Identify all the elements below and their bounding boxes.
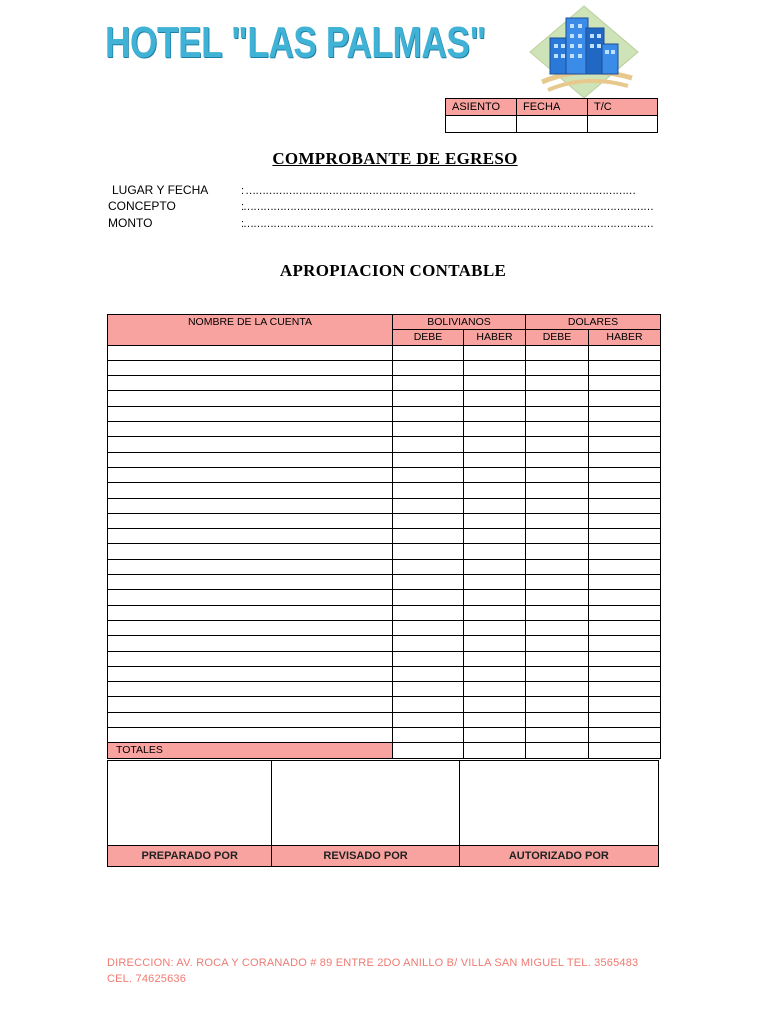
table-cell xyxy=(108,437,393,452)
table-cell xyxy=(464,605,526,620)
table-cell xyxy=(526,575,589,590)
table-cell xyxy=(589,483,661,498)
table-cell xyxy=(526,452,589,467)
table-cell xyxy=(393,682,464,697)
table-cell xyxy=(393,360,464,375)
hotel-name: HOTEL "LAS PALMAS" xyxy=(105,18,486,67)
fecha-header: FECHA xyxy=(517,99,588,116)
field-value: : ……………………………………………………………………………………………………… xyxy=(241,185,636,197)
preparado-label: PREPARADO POR xyxy=(108,846,272,867)
field-label: MONTO xyxy=(108,216,153,230)
table-cell xyxy=(589,651,661,666)
footer-cell: CEL. 74625636 xyxy=(107,973,187,985)
table-cell xyxy=(108,406,393,421)
totals-cell xyxy=(589,743,661,758)
table-cell xyxy=(393,605,464,620)
field-label: LUGAR Y FECHA xyxy=(112,183,209,197)
totals-label: TOTALES xyxy=(108,743,393,758)
table-row xyxy=(108,544,661,559)
table-cell xyxy=(464,636,526,651)
table-row xyxy=(108,682,661,697)
preparado-signature-area xyxy=(108,761,272,846)
table-row xyxy=(108,376,661,391)
table-cell xyxy=(526,437,589,452)
table-cell xyxy=(108,697,393,712)
table-cell xyxy=(589,666,661,681)
table-row xyxy=(108,697,661,712)
table-cell xyxy=(589,590,661,605)
table-cell xyxy=(393,666,464,681)
asiento-header: ASIENTO xyxy=(446,99,517,116)
table-cell xyxy=(393,406,464,421)
field-label: CONCEPTO xyxy=(108,199,176,213)
table-cell xyxy=(464,513,526,528)
table-cell xyxy=(393,513,464,528)
table-cell xyxy=(464,483,526,498)
table-cell xyxy=(526,636,589,651)
table-row xyxy=(108,605,661,620)
table-cell xyxy=(526,590,589,605)
table-cell xyxy=(589,697,661,712)
table-cell xyxy=(526,467,589,482)
table-cell xyxy=(108,636,393,651)
totals-cell xyxy=(526,743,589,758)
revisado-signature-area xyxy=(272,761,459,846)
field-monto xyxy=(108,216,656,230)
table-cell xyxy=(108,452,393,467)
table-cell xyxy=(108,498,393,513)
table-cell xyxy=(108,590,393,605)
footer-address: DIRECCION: AV. ROCA Y CORANADO # 89 ENTRE 2DO ANILLO B/ VILLA SAN MIGUEL TEL. 3565483 xyxy=(107,957,639,969)
table-row xyxy=(108,467,661,482)
table-cell xyxy=(464,728,526,743)
table-cell xyxy=(393,483,464,498)
table-cell xyxy=(589,620,661,635)
table-cell xyxy=(526,620,589,635)
table-cell xyxy=(108,682,393,697)
table-cell xyxy=(464,360,526,375)
table-cell xyxy=(526,483,589,498)
table-cell xyxy=(526,498,589,513)
table-cell xyxy=(589,452,661,467)
haber-bs-header: HABER xyxy=(464,330,526,345)
table-cell xyxy=(393,559,464,574)
table-cell xyxy=(464,498,526,513)
table-cell xyxy=(393,376,464,391)
field-concepto xyxy=(108,199,656,213)
table-cell xyxy=(393,620,464,635)
table-cell xyxy=(526,697,589,712)
table-cell xyxy=(393,529,464,544)
table-row xyxy=(108,651,661,666)
field-lugar-fecha xyxy=(108,183,656,197)
table-row xyxy=(108,360,661,375)
table-cell xyxy=(393,467,464,482)
table-row xyxy=(108,422,661,437)
table-cell xyxy=(108,575,393,590)
entry-info-table xyxy=(445,98,658,133)
table-cell xyxy=(108,605,393,620)
table-cell xyxy=(526,360,589,375)
table-cell xyxy=(464,391,526,406)
table-cell xyxy=(526,391,589,406)
table-cell xyxy=(108,467,393,482)
table-cell xyxy=(589,712,661,727)
table-row xyxy=(108,712,661,727)
table-cell xyxy=(464,682,526,697)
table-cell xyxy=(393,590,464,605)
table-cell xyxy=(393,345,464,360)
table-cell xyxy=(108,666,393,681)
table-row xyxy=(108,728,661,743)
tc-header: T/C xyxy=(588,99,658,116)
table-cell xyxy=(108,728,393,743)
table-row xyxy=(108,620,661,635)
table-row xyxy=(108,391,661,406)
table-cell xyxy=(589,605,661,620)
table-cell xyxy=(589,422,661,437)
table-row xyxy=(108,452,661,467)
table-cell xyxy=(589,575,661,590)
table-cell xyxy=(393,575,464,590)
footer xyxy=(107,955,667,987)
table-cell xyxy=(526,345,589,360)
field-value: :…………………………………………………………………………………………………………… xyxy=(241,218,654,230)
table-row xyxy=(108,483,661,498)
table-cell xyxy=(464,590,526,605)
table-row xyxy=(108,590,661,605)
table-cell xyxy=(393,697,464,712)
table-cell xyxy=(464,544,526,559)
table-cell xyxy=(464,529,526,544)
table-cell xyxy=(526,513,589,528)
table-cell xyxy=(108,483,393,498)
table-cell xyxy=(464,345,526,360)
table-cell xyxy=(526,422,589,437)
table-cell xyxy=(108,620,393,635)
table-cell xyxy=(526,712,589,727)
tc-value xyxy=(588,116,658,133)
table-cell xyxy=(526,559,589,574)
table-cell xyxy=(108,513,393,528)
account-name-header: NOMBRE DE LA CUENTA xyxy=(108,315,393,346)
table-cell xyxy=(464,666,526,681)
table-cell xyxy=(108,376,393,391)
accounts-table xyxy=(107,314,661,759)
table-cell xyxy=(464,467,526,482)
table-cell xyxy=(393,452,464,467)
debe-bs-header: DEBE xyxy=(393,330,464,345)
table-row xyxy=(108,636,661,651)
table-cell xyxy=(589,467,661,482)
table-cell xyxy=(589,406,661,421)
table-cell xyxy=(464,422,526,437)
field-value: :…………………………………………………………………………………………………………… xyxy=(241,201,654,213)
table-cell xyxy=(589,559,661,574)
table-cell xyxy=(393,544,464,559)
section-title: APROPIACION CONTABLE xyxy=(279,261,507,280)
table-row xyxy=(108,529,661,544)
totals-cell xyxy=(393,743,464,758)
table-cell xyxy=(393,636,464,651)
table-cell xyxy=(108,544,393,559)
table-cell xyxy=(108,345,393,360)
table-cell xyxy=(589,345,661,360)
table-row xyxy=(108,575,661,590)
table-cell xyxy=(589,376,661,391)
table-cell xyxy=(589,360,661,375)
table-cell xyxy=(108,559,393,574)
dolares-header: DOLARES xyxy=(526,315,661,330)
table-row xyxy=(108,406,661,421)
table-cell xyxy=(393,712,464,727)
table-cell xyxy=(589,498,661,513)
table-cell xyxy=(108,422,393,437)
bolivianos-header: BOLIVIANOS xyxy=(393,315,526,330)
revisado-label: REVISADO POR xyxy=(272,846,459,867)
table-row xyxy=(108,345,661,360)
table-cell xyxy=(393,422,464,437)
table-cell xyxy=(589,544,661,559)
table-row xyxy=(108,666,661,681)
table-cell xyxy=(393,651,464,666)
table-cell xyxy=(526,605,589,620)
table-cell xyxy=(393,391,464,406)
table-cell xyxy=(464,452,526,467)
table-cell xyxy=(393,437,464,452)
table-cell xyxy=(108,529,393,544)
signatures-table xyxy=(107,760,659,867)
asiento-value xyxy=(446,116,517,133)
table-cell xyxy=(589,513,661,528)
table-cell xyxy=(464,620,526,635)
hotel-buildings-icon xyxy=(528,4,640,104)
table-cell xyxy=(464,376,526,391)
table-cell xyxy=(464,575,526,590)
table-cell xyxy=(464,559,526,574)
haber-usd-header: HABER xyxy=(589,330,661,345)
table-cell xyxy=(108,360,393,375)
table-cell xyxy=(526,529,589,544)
table-cell xyxy=(589,529,661,544)
table-cell xyxy=(108,651,393,666)
table-row xyxy=(108,498,661,513)
autorizado-label: AUTORIZADO POR xyxy=(459,846,658,867)
table-cell xyxy=(393,728,464,743)
table-cell xyxy=(589,682,661,697)
table-cell xyxy=(526,544,589,559)
document-title: COMPROBANTE DE EGRESO xyxy=(272,149,518,168)
table-cell xyxy=(526,682,589,697)
fecha-value xyxy=(517,116,588,133)
table-cell xyxy=(464,712,526,727)
debe-usd-header: DEBE xyxy=(526,330,589,345)
totals-cell xyxy=(464,743,526,758)
table-cell xyxy=(464,406,526,421)
table-cell xyxy=(108,391,393,406)
table-cell xyxy=(526,406,589,421)
table-cell xyxy=(589,437,661,452)
table-row xyxy=(108,513,661,528)
table-cell xyxy=(526,376,589,391)
table-cell xyxy=(526,728,589,743)
table-cell xyxy=(526,666,589,681)
table-row xyxy=(108,437,661,452)
totals-row xyxy=(108,743,661,758)
table-cell xyxy=(589,391,661,406)
table-cell xyxy=(464,651,526,666)
table-cell xyxy=(464,697,526,712)
table-cell xyxy=(108,712,393,727)
table-cell xyxy=(526,651,589,666)
table-cell xyxy=(464,437,526,452)
table-row xyxy=(108,559,661,574)
autorizado-signature-area xyxy=(459,761,658,846)
table-cell xyxy=(589,728,661,743)
table-cell xyxy=(393,498,464,513)
table-cell xyxy=(589,636,661,651)
